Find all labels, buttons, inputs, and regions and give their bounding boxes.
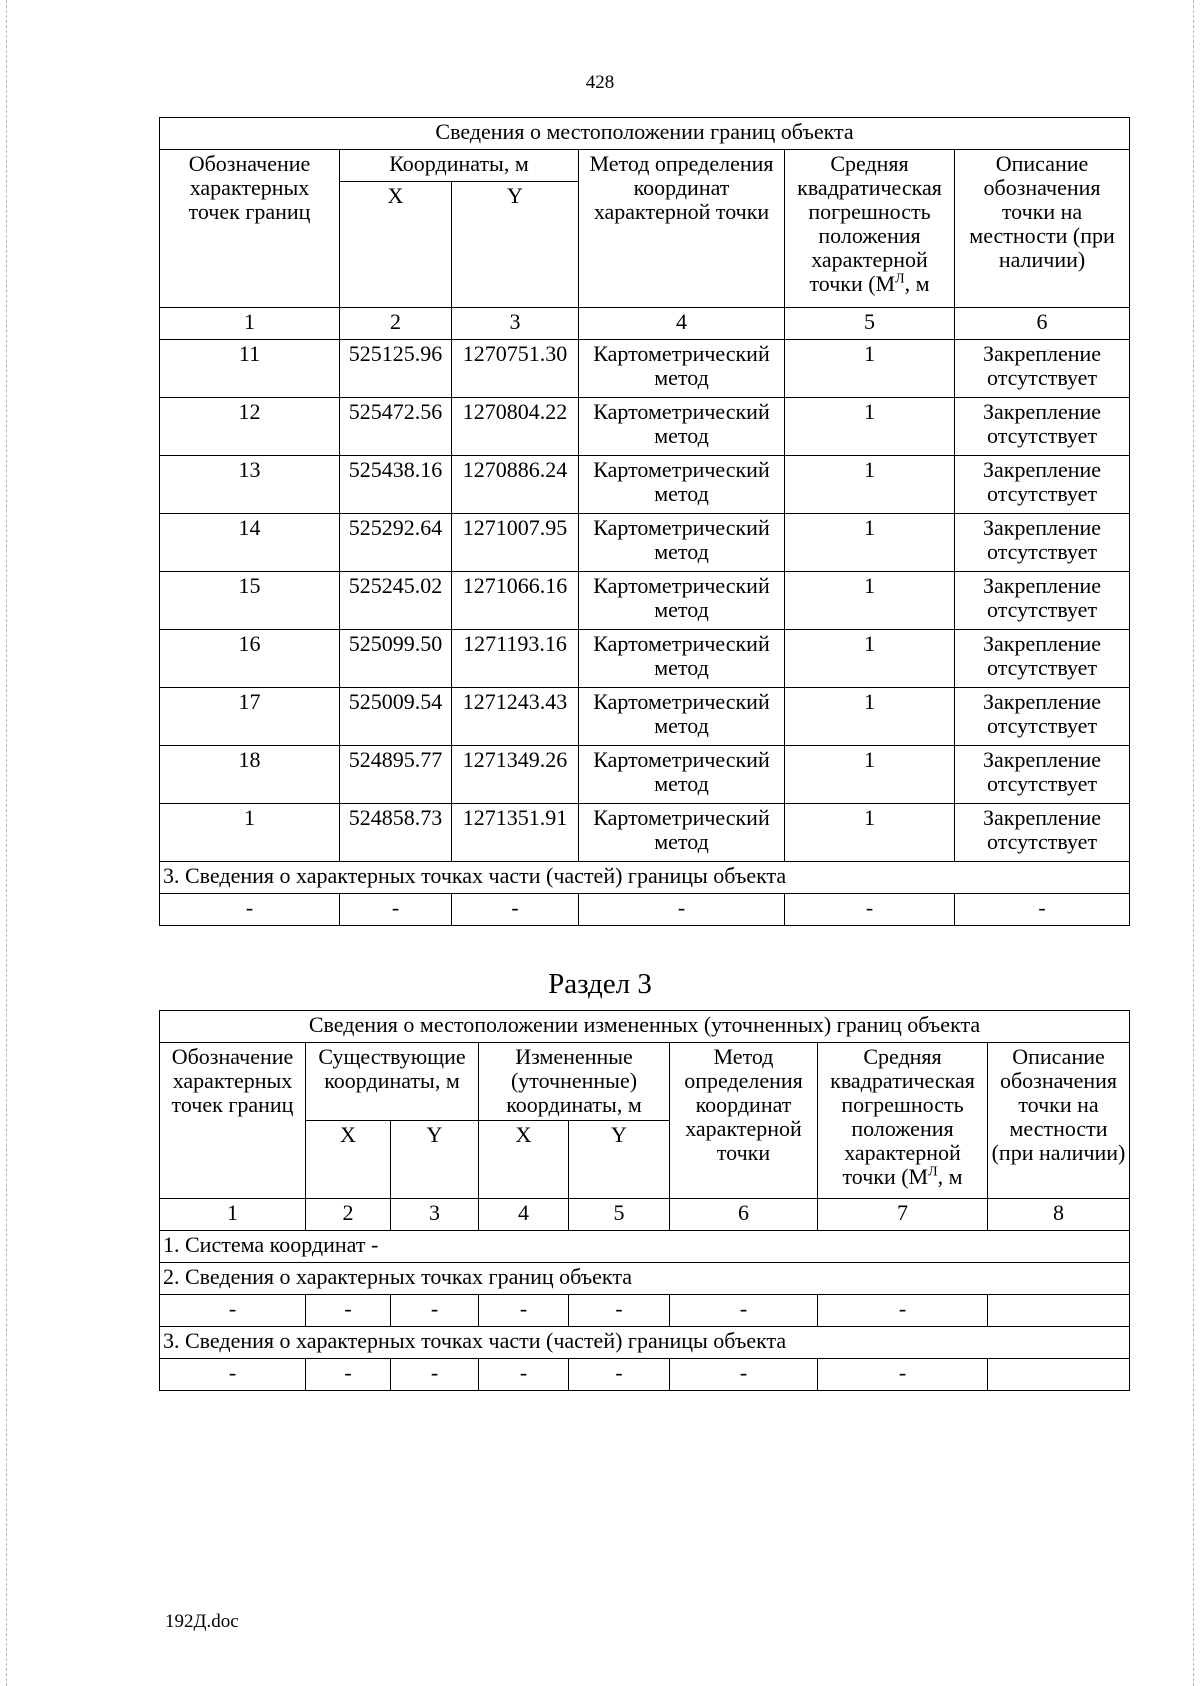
document-filename: 192Д.doc [165,1611,239,1632]
header-error: Средняя квадратическая погрешность положения характерной точки ($М^Л$, м [785,150,955,308]
dash-cell: - [670,1295,818,1327]
header-x: X [340,182,452,308]
header-changed-x: X [479,1121,569,1199]
cell-y: 1271193.16 [452,630,579,688]
cell-method: Картометрический метод [579,688,785,746]
cell-y: 1270804.22 [452,398,579,456]
changed-boundaries-table [159,1010,1130,1391]
cell-y: 1271066.16 [452,572,579,630]
cell-x: 524895.77 [340,746,452,804]
dash-cell: - [670,1359,818,1391]
header-existing-x: X [306,1121,391,1199]
table-row [160,572,1130,630]
table-row [160,456,1130,514]
dash-cell: - [579,894,785,926]
scan-edge-right [1193,0,1200,1686]
header-y: Y [452,182,579,308]
dash-cell: - [955,894,1130,926]
table-row [160,688,1130,746]
dash-cell: - [452,894,579,926]
dash-cell: - [785,894,955,926]
cell-error: 1 [785,746,955,804]
cell-desc: Закрепление отсутствует [955,514,1130,572]
table-title: Сведения о местоположении границ объекта [160,118,1130,150]
table-row [160,804,1130,862]
column-number: 6 [955,308,1130,340]
cell-method: Картометрический метод [579,398,785,456]
cell-method: Картометрический метод [579,456,785,514]
table-row [160,398,1130,456]
dash-cell: - [340,894,452,926]
cell-desc: Закрепление отсутствует [955,398,1130,456]
column-number: 4 [579,308,785,340]
cell-x: 525438.16 [340,456,452,514]
cell-method: Картометрический метод [579,572,785,630]
cell-desc: Закрепление отсутствует [955,340,1130,398]
cell-point: 11 [160,340,340,398]
cell-desc: Закрепление отсутствует [955,804,1130,862]
cell-error: 1 [785,456,955,514]
column-number: 4 [479,1199,569,1231]
cell-x: 524858.73 [340,804,452,862]
column-number: 1 [160,1199,306,1231]
dash-cell: - [569,1359,670,1391]
header-description: Описание обозначения точки на местности (при наличии) [988,1043,1130,1199]
column-number: 8 [988,1199,1130,1231]
section-title: Раздел 3 [548,968,652,1000]
cell-y: 1271349.26 [452,746,579,804]
cell-point: 1 [160,804,340,862]
scan-edge-left [0,0,7,1686]
dash-cell: - [306,1295,391,1327]
cell-point: 12 [160,398,340,456]
dash-cell: - [391,1295,479,1327]
dash-cell: - [160,1295,306,1327]
header-point: Обозначение характерных точек границ [160,1043,306,1199]
header-changed-coordinates: Измененные (уточненные) координаты, м [479,1043,670,1121]
cell-error: 1 [785,514,955,572]
table-row [160,746,1130,804]
cell-error: 1 [785,398,955,456]
dash-cell: - [479,1295,569,1327]
dash-cell: - [160,894,340,926]
cell-error: 1 [785,804,955,862]
column-number: 1 [160,308,340,340]
header-description: Описание обозначения точки на местности (при наличии) [955,150,1130,308]
section-parts-label: 3. Сведения о характерных точках части (частей) границы объекта [160,862,1130,894]
cell-x: 525472.56 [340,398,452,456]
dash-cell [988,1295,1130,1327]
cell-y: 1271351.91 [452,804,579,862]
cell-point: 13 [160,456,340,514]
dash-cell [988,1359,1130,1391]
cell-x: 525292.64 [340,514,452,572]
cell-x: 525125.96 [340,340,452,398]
cell-point: 17 [160,688,340,746]
table-row [160,514,1130,572]
header-point: Обозначение характерных точек границ [160,150,340,308]
column-number: 7 [818,1199,988,1231]
cell-point: 16 [160,630,340,688]
cell-y: 1271007.95 [452,514,579,572]
section-parts-label: 3. Сведения о характерных точках части (частей) границы объекта [160,1327,1130,1359]
header-method: Метод определения координат характерной точки [670,1043,818,1199]
cell-method: Картометрический метод [579,804,785,862]
column-number: 3 [452,308,579,340]
dash-cell: - [818,1359,988,1391]
cell-point: 15 [160,572,340,630]
cell-error: 1 [785,572,955,630]
dash-cell: - [391,1359,479,1391]
header-coordinates: Координаты, м [340,150,579,182]
header-existing-coordinates: Существующие координаты, м [306,1043,479,1121]
cell-x: 525099.50 [340,630,452,688]
table-row [160,630,1130,688]
page-number: 428 [585,72,615,93]
cell-desc: Закрепление отсутствует [955,572,1130,630]
cell-error: 1 [785,340,955,398]
header-existing-y: Y [391,1121,479,1199]
cell-y: 1271243.43 [452,688,579,746]
cell-point: 18 [160,746,340,804]
column-number: 5 [785,308,955,340]
cell-method: Картометрический метод [579,514,785,572]
cell-error: 1 [785,630,955,688]
table-row [160,340,1130,398]
dash-cell: - [818,1295,988,1327]
dash-cell: - [306,1359,391,1391]
column-number: 5 [569,1199,670,1231]
cell-desc: Закрепление отсутствует [955,456,1130,514]
cell-y: 1270886.24 [452,456,579,514]
column-number: 3 [391,1199,479,1231]
dash-cell: - [569,1295,670,1327]
coordinate-system-label: 1. Система координат - [160,1231,1130,1263]
cell-y: 1270751.30 [452,340,579,398]
cell-method: Картометрический метод [579,340,785,398]
column-number: 2 [340,308,452,340]
boundary-points-label: 2. Сведения о характерных точках границ объекта [160,1263,1130,1295]
dash-cell: - [160,1359,306,1391]
cell-point: 14 [160,514,340,572]
cell-desc: Закрепление отсутствует [955,688,1130,746]
cell-error: 1 [785,688,955,746]
cell-method: Картометрический метод [579,630,785,688]
cell-method: Картометрический метод [579,746,785,804]
boundary-points-table [159,117,1130,926]
header-changed-y: Y [569,1121,670,1199]
dash-cell: - [479,1359,569,1391]
column-number: 2 [306,1199,391,1231]
cell-desc: Закрепление отсутствует [955,746,1130,804]
header-method: Метод определения координат характерной точки [579,150,785,308]
header-error: Средняя квадратическая погрешность положения характерной точки ($М^Л$, м [818,1043,988,1199]
cell-x: 525245.02 [340,572,452,630]
column-number: 6 [670,1199,818,1231]
cell-x: 525009.54 [340,688,452,746]
cell-desc: Закрепление отсутствует [955,630,1130,688]
table-title: Сведения о местоположении измененных (уточненных) границ объекта [160,1011,1130,1043]
